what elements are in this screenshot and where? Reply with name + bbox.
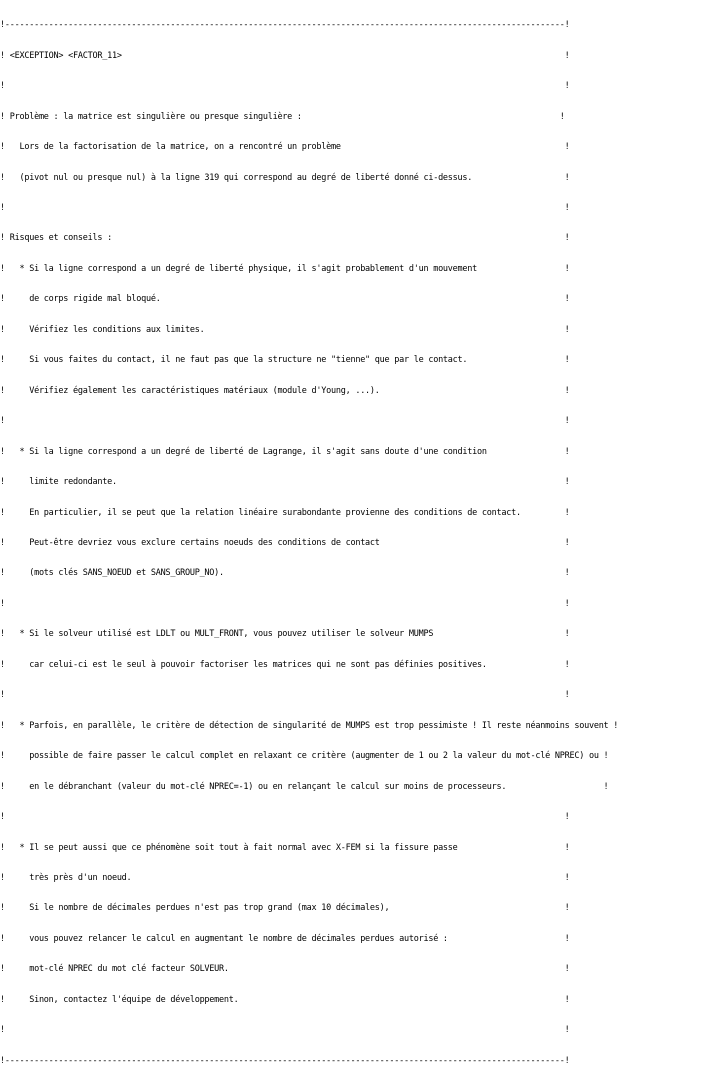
message-line: ! ! — [0, 812, 570, 823]
message-line: ! Lors de la factorisation de la matrice, on a rencontré un problème ! — [0, 142, 570, 153]
message-line: ! car celui-ci est le seul à pouvoir factoriser les matrices qui ne sont pas définies positives. ! — [0, 659, 570, 670]
message-line: ! * Si la ligne correspond a un degré de liberté physique, il s'agit probablement d'un mouvement ! — [0, 263, 570, 274]
message-line: ! En particulier, il se peut que la relation linéaire surabondante provienne des conditions de contact. ! — [0, 507, 570, 518]
message-line: !-------------------------------------------------------------------------------------------------------------------! — [0, 20, 570, 31]
message-line: ! Risques et conseils : ! — [0, 233, 570, 244]
message-line: ! (pivot nul ou presque nul) à la ligne 319 qui correspond au degré de liberté donné ci-dessus. ! — [0, 172, 570, 183]
message-line: ! en le débranchant (valeur du mot-clé NPREC=-1) ou en relançant le calcul sur moins de processeurs. ! — [0, 781, 609, 792]
message-line: ! * Si la ligne correspond a un degré de liberté de Lagrange, il s'agit sans doute d'une condition ! — [0, 446, 570, 457]
message-line: ! de corps rigide mal bloqué. ! — [0, 294, 570, 305]
message-line: ! Problème : la matrice est singulière ou presque singulière : ! — [0, 111, 565, 122]
message-line: ! ! — [0, 81, 570, 92]
message-line: ! Sinon, contactez l'équipe de développement. ! — [0, 994, 570, 1005]
message-line: ! ! — [0, 598, 570, 609]
message-line: ! (mots clés SANS_NOEUD et SANS_GROUP_NO). ! — [0, 568, 570, 579]
message-line: ! * Il se peut aussi que ce phénomène soit tout à fait normal avec X-FEM si la fissure passe ! — [0, 842, 570, 853]
message-line: ! * Parfois, en parallèle, le critère de détection de singularité de MUMPS est trop pessimiste ! Il reste néanmoins souvent ! — [0, 720, 619, 731]
message-line: ! Vérifiez également les caractéristiques matériaux (module d'Young, ...). ! — [0, 385, 570, 396]
message-line: ! Si le nombre de décimales perdues n'est pas trop grand (max 10 décimales), ! — [0, 903, 570, 914]
message-line: ! Peut-être devriez vous exclure certains noeuds des conditions de contact ! — [0, 538, 570, 549]
message-line: ! * Si le solveur utilisé est LDLT ou MULT_FRONT, vous pouvez utiliser le solveur MUMPS ! — [0, 629, 570, 640]
message-line: ! ! — [0, 690, 570, 701]
message-line: ! ! — [0, 416, 570, 427]
message-line: ! limite redondante. ! — [0, 477, 570, 488]
message-line: !-------------------------------------------------------------------------------------------------------------------! — [0, 1055, 570, 1066]
message-line: ! Si vous faites du contact, il ne faut pas que la structure ne "tienne" que par le contact. ! — [0, 355, 570, 366]
message-line: ! ! — [0, 1025, 570, 1036]
message-line: ! ! — [0, 203, 570, 214]
message-line: ! vous pouvez relancer le calcul en augmentant le nombre de décimales perdues autorisé : ! — [0, 933, 570, 944]
message-line: ! très près d'un noeud. ! — [0, 873, 570, 883]
message-line: ! possible de faire passer le calcul complet en relaxant ce critère (augmenter de 1 ou 2 la valeur du mot-clé NPREC) ou ! — [0, 751, 609, 762]
message-line: ! Vérifiez les conditions aux limites. ! — [0, 324, 570, 335]
message-line: ! <EXCEPTION> <FACTOR_11> ! — [0, 50, 570, 61]
message-line: ! mot-clé NPREC du mot clé facteur SOLVEUR. ! — [0, 964, 570, 975]
